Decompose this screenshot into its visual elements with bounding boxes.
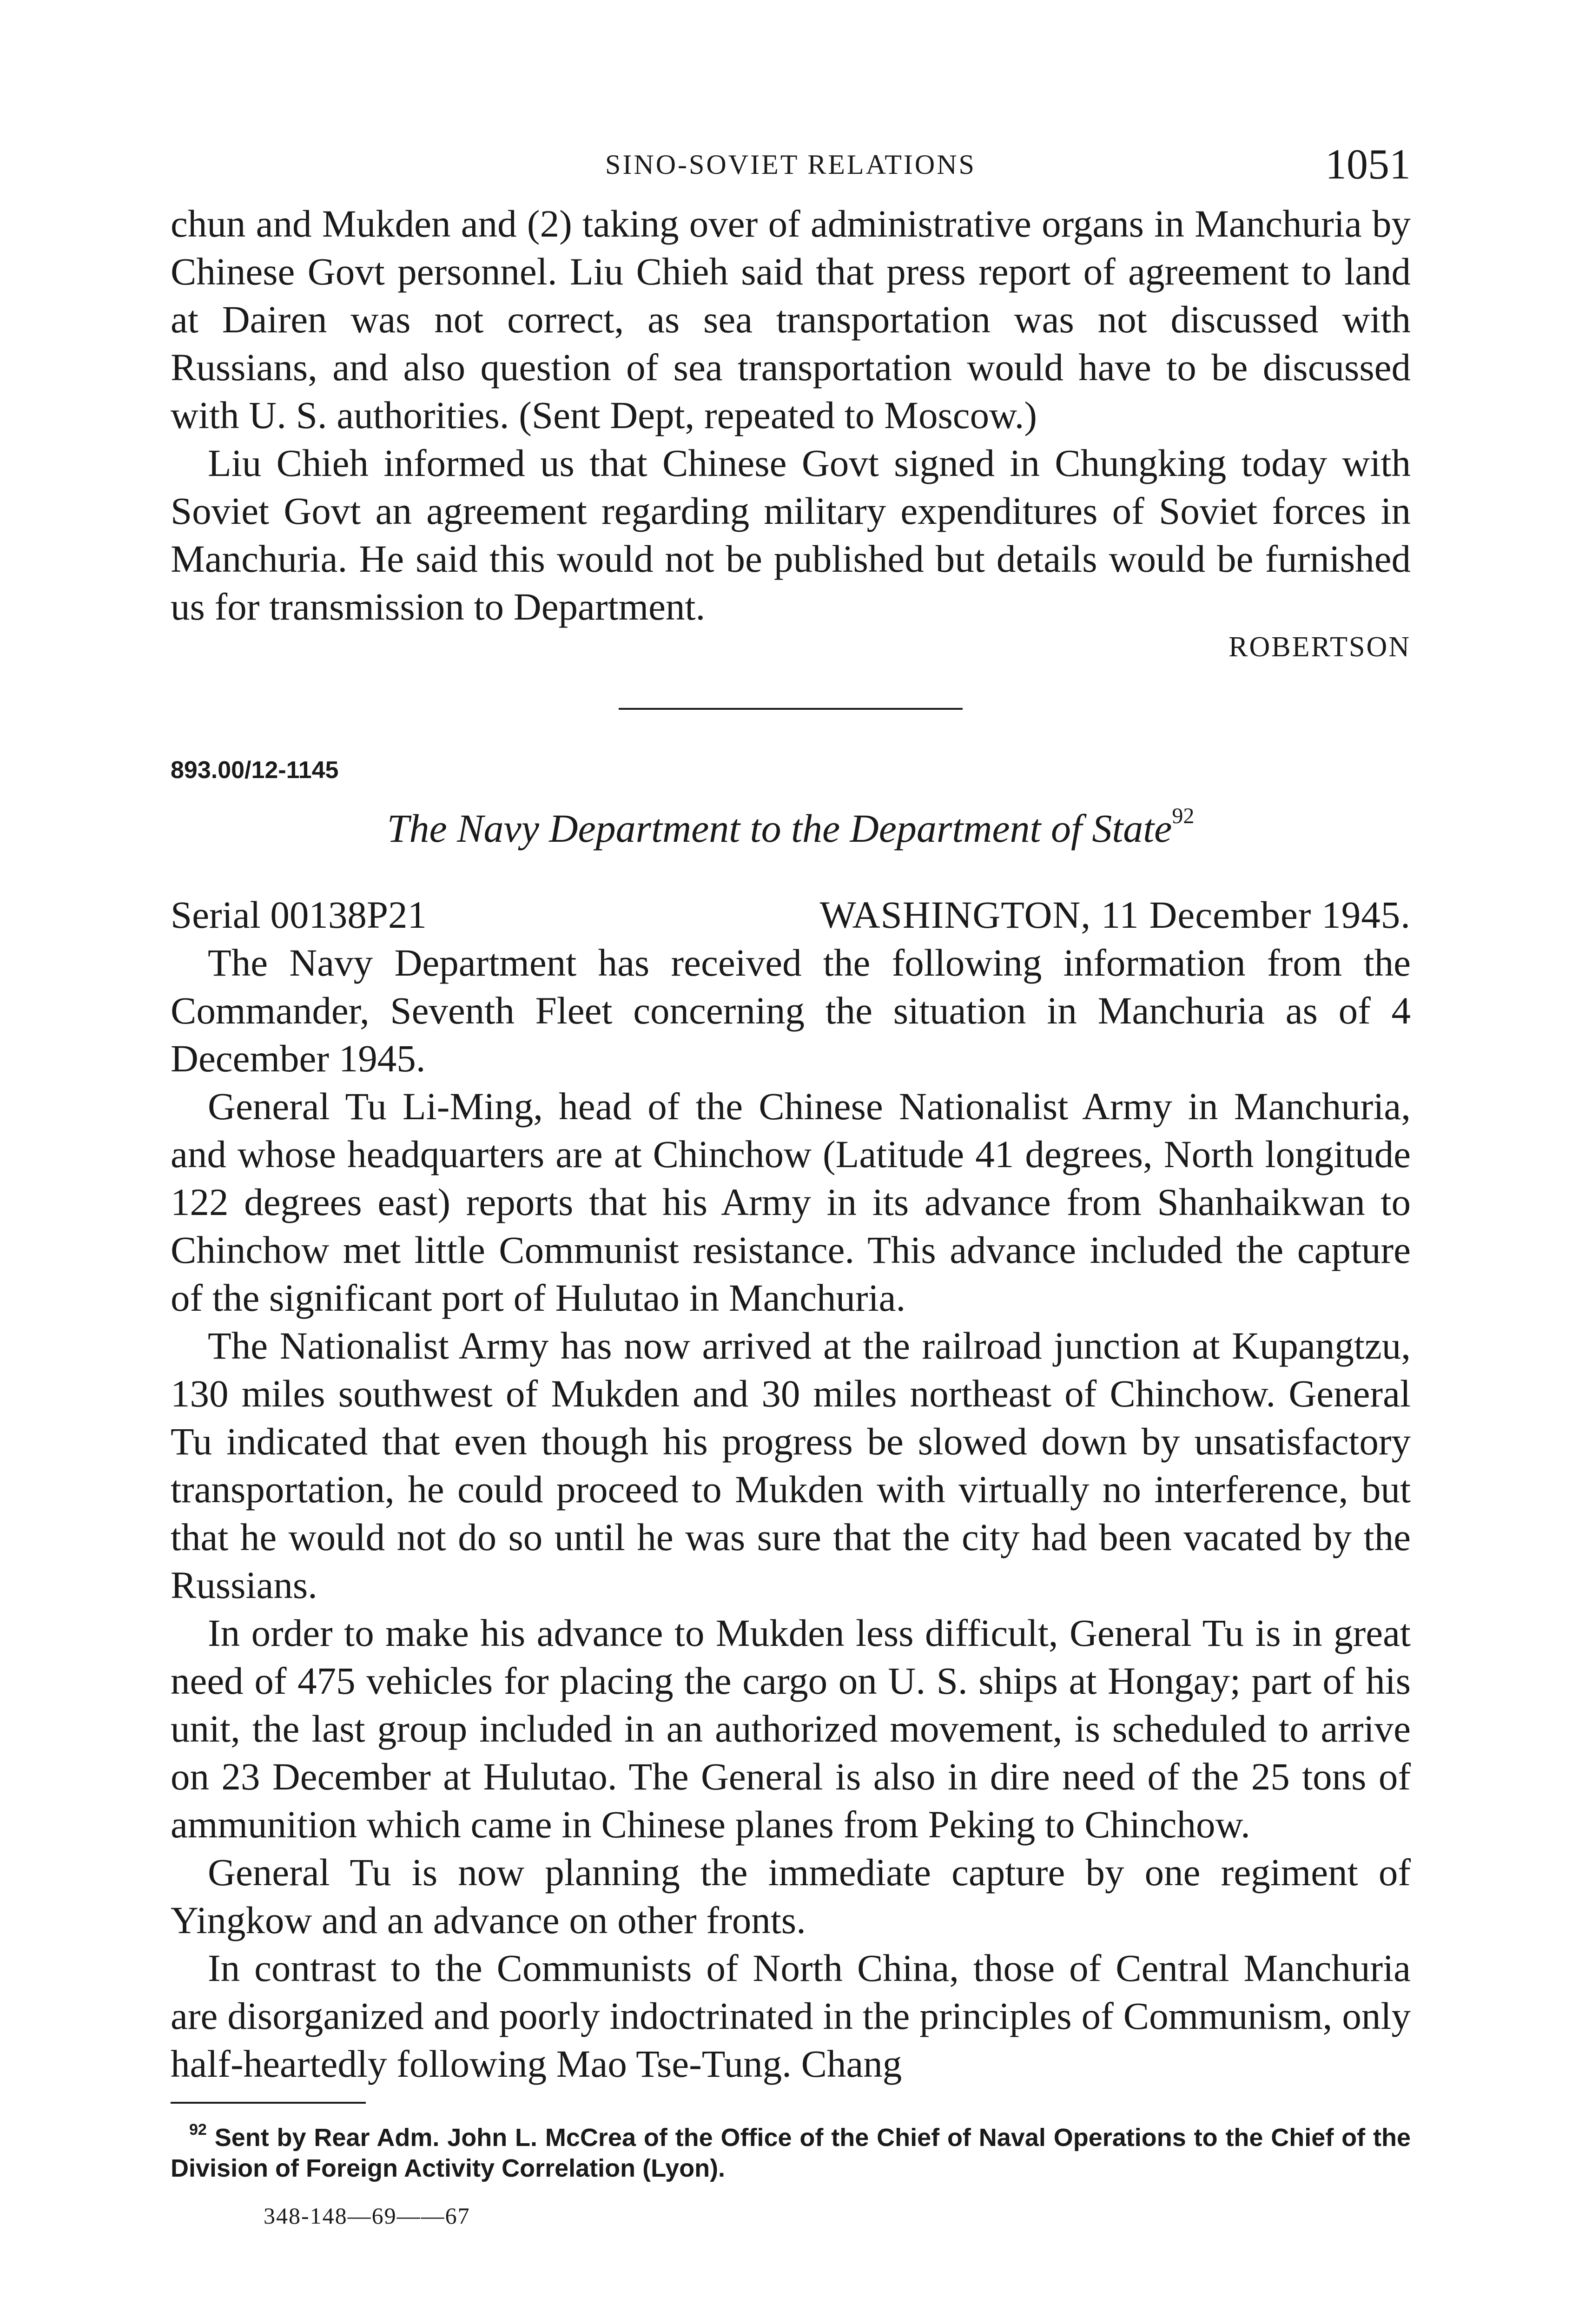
body-paragraph: The Navy Department has received the following information from the Commander, Seventh Fleet concerning the situation in Manchuria as of 4 December 1945. bbox=[171, 941, 1411, 1080]
document-title bbox=[171, 803, 1411, 854]
section-divider bbox=[619, 708, 963, 710]
body-paragraph: General Tu Li-Ming, head of the Chinese Nationalist Army in Manchuria, and whose headquarters are at Chinchow (Latitude 41 degrees, North longitude 122 degrees east) reports that his Army in its advance from Shanhaikwan to Chinchow met little Communist resistance. This advance included the capture of the significant port of Hulutao in Manchuria. bbox=[171, 1085, 1411, 1319]
body-paragraph: Liu Chieh informed us that Chinese Govt signed in Chungking today with Soviet Govt an agreement regarding military expenditures of Soviet forces in Manchuria. He said this would not be published but details would be furnished us for transmission to Department. bbox=[171, 442, 1411, 628]
print-code: 348-148—69——67 bbox=[264, 2203, 470, 2229]
footnote bbox=[171, 2122, 1411, 2184]
serial-line bbox=[171, 891, 1411, 939]
body-paragraph: General Tu is now planning the immediate capture by one regiment of Yingkow and an advance on other fronts. bbox=[171, 1851, 1411, 1941]
document-title-text: The Navy Department to the Department of State bbox=[387, 806, 1172, 851]
footnote-text: Sent by Rear Adm. John L. McCrea of the Office of the Chief of Naval Operations to the Chief of the Division of Foreign Activity Correlation (Lyon). bbox=[171, 2124, 1411, 2182]
continued-paragraph: chun and Mukden and (2) taking over of administrative organs in Manchuria by Chinese Govt personnel. Liu Chieh said that press report of agreement to land at Dairen was not correct, as sea transportation was not discussed with Russians, and also question of sea transportation would have to be discussed with U. S. authorities. (Sent Dept, repeated to Moscow.) bbox=[171, 202, 1411, 436]
place-and-date: WASHINGTON, 11 December 1945. bbox=[819, 893, 1411, 936]
page-number: 1051 bbox=[1325, 140, 1411, 188]
footnote-reference: 92 bbox=[1172, 804, 1195, 828]
body-paragraph: In contrast to the Communists of North China, those of Central Manchuria are disorganized and poorly indoctrinated in the principles of Communism, only half-heartedly following Mao Tse-Tung. Chang bbox=[171, 1947, 1411, 2085]
body-paragraph: In order to make his advance to Mukden less difficult, General Tu is in great need of 475 vehicles for placing the cargo on U. S. ships at Hongay; part of his unit, the last group included in an authorized movement, is scheduled to arrive on 23 December at Hulutao. The General is also in dire need of the 25 tons of ammunition which came in Chinese planes from Peking to Chinchow. bbox=[171, 1611, 1411, 1846]
file-number: 893.00/12-1145 bbox=[171, 757, 339, 784]
page-header bbox=[171, 139, 1411, 200]
signature: ROBERTSON bbox=[1229, 631, 1411, 663]
footnote-rule bbox=[171, 2102, 366, 2104]
footnote-marker: 92 bbox=[189, 2121, 207, 2139]
serial-number: Serial 00138P21 bbox=[171, 893, 427, 936]
running-head: SINO-SOVIET RELATIONS bbox=[605, 149, 976, 180]
document-page bbox=[171, 139, 1411, 2229]
body-paragraph: The Nationalist Army has now arrived at the railroad junction at Kupangtzu, 130 miles southwest of Mukden and 30 miles northeast of Chinchow. General Tu indicated that even though his progress be slowed down by unsatisfactory transportation, he could proceed to Mukden with virtually no interference, but that he would not do so until he was sure that the city had been vacated by the Russians. bbox=[171, 1324, 1411, 1606]
